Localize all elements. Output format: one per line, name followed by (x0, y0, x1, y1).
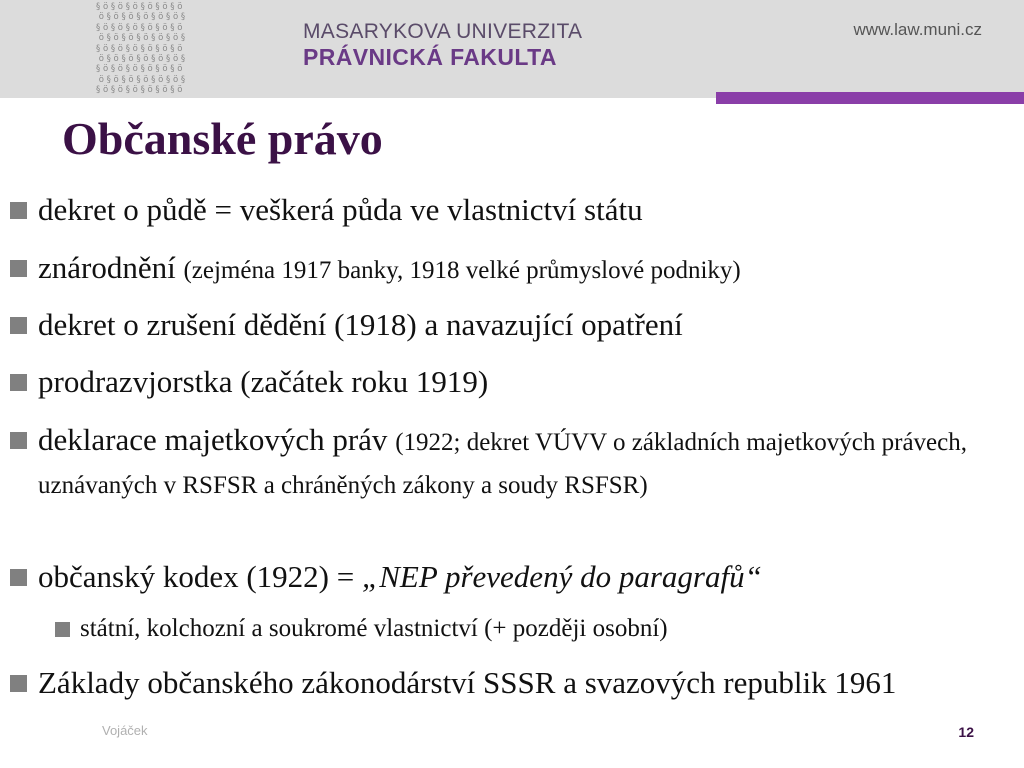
bullet-square-icon (10, 569, 27, 586)
university-name: MASARYKOVA UNIVERZITA (303, 20, 583, 43)
bullet-main-text: občanský kodex (1922) = (38, 559, 362, 594)
bullet-item (10, 248, 1000, 291)
bullet-item (10, 420, 985, 506)
page-number: 12 (958, 724, 974, 740)
footer-author-label: Vojáček (102, 723, 148, 738)
bullet-text: dekret o půdě = veškerá půda ve vlastnictví státu (38, 192, 643, 227)
bullet-square-icon (10, 432, 27, 449)
bullet-note-text: (1922; dekret VÚVV o základních majetkových právech, uznávaných v RSFSR a chráněných zákony a soudy RSFSR) (38, 429, 968, 499)
sub-bullet-text: státní, kolchozní a soukromé vlastnictví (+ později osobní) (80, 615, 668, 642)
bullet-text: Základy občanského zákonodárství SSSR a svazových republik 1961 (38, 665, 897, 700)
bullet-text: dekret o zrušení dědění (1918) a navazující opatření (38, 307, 683, 342)
bullet-text (38, 420, 985, 506)
faculty-logo-pattern: § ö § ö § ö § ö § ö § ö ö § ö § ö § ö § ö § ö § § ö § ö § ö § ö § ö § ö ö § ö § ö § ö § ö § ö § § ö § ö § ö § ö § ö § ö ö § ö § ö § ö § ö § ö § § ö § ö § ö § ö § ö § ö ö § ö § ö § ö § ö § ö § § ö § ö § ö § ö § ö § ö (96, 2, 186, 96)
sub-bullet-item (55, 613, 995, 645)
bullet-text (38, 557, 762, 597)
faculty-name: PRÁVNICKÁ FAKULTA (303, 44, 557, 70)
bullet-item (10, 663, 970, 703)
bullet-main-text: deklarace majetkových práv (38, 422, 396, 457)
bullet-text: prodrazvjorstka (začátek roku 1919) (38, 364, 489, 399)
bullet-square-icon (55, 622, 70, 637)
accent-bar (716, 92, 1024, 104)
bullet-note-text: (zejména 1917 banky, 1918 velké průmyslové podniky) (183, 257, 741, 284)
bullet-square-icon (10, 374, 27, 391)
bullet-square-icon (10, 317, 27, 334)
slide-title: Občanské právo (62, 113, 383, 164)
bullet-item (10, 190, 1000, 230)
bullet-quote-text: „NEP převedený do paragrafů“ (361, 559, 762, 594)
bullet-text (38, 248, 741, 291)
bullet-item (10, 305, 1000, 345)
bullet-main-text: znárodnění (38, 250, 184, 285)
bullet-item (10, 557, 1000, 597)
bullet-square-icon (10, 202, 27, 219)
bullet-item (10, 362, 1000, 402)
bullet-square-icon (10, 260, 27, 277)
website-link[interactable]: www.law.muni.cz (853, 20, 982, 39)
bullet-square-icon (10, 675, 27, 692)
